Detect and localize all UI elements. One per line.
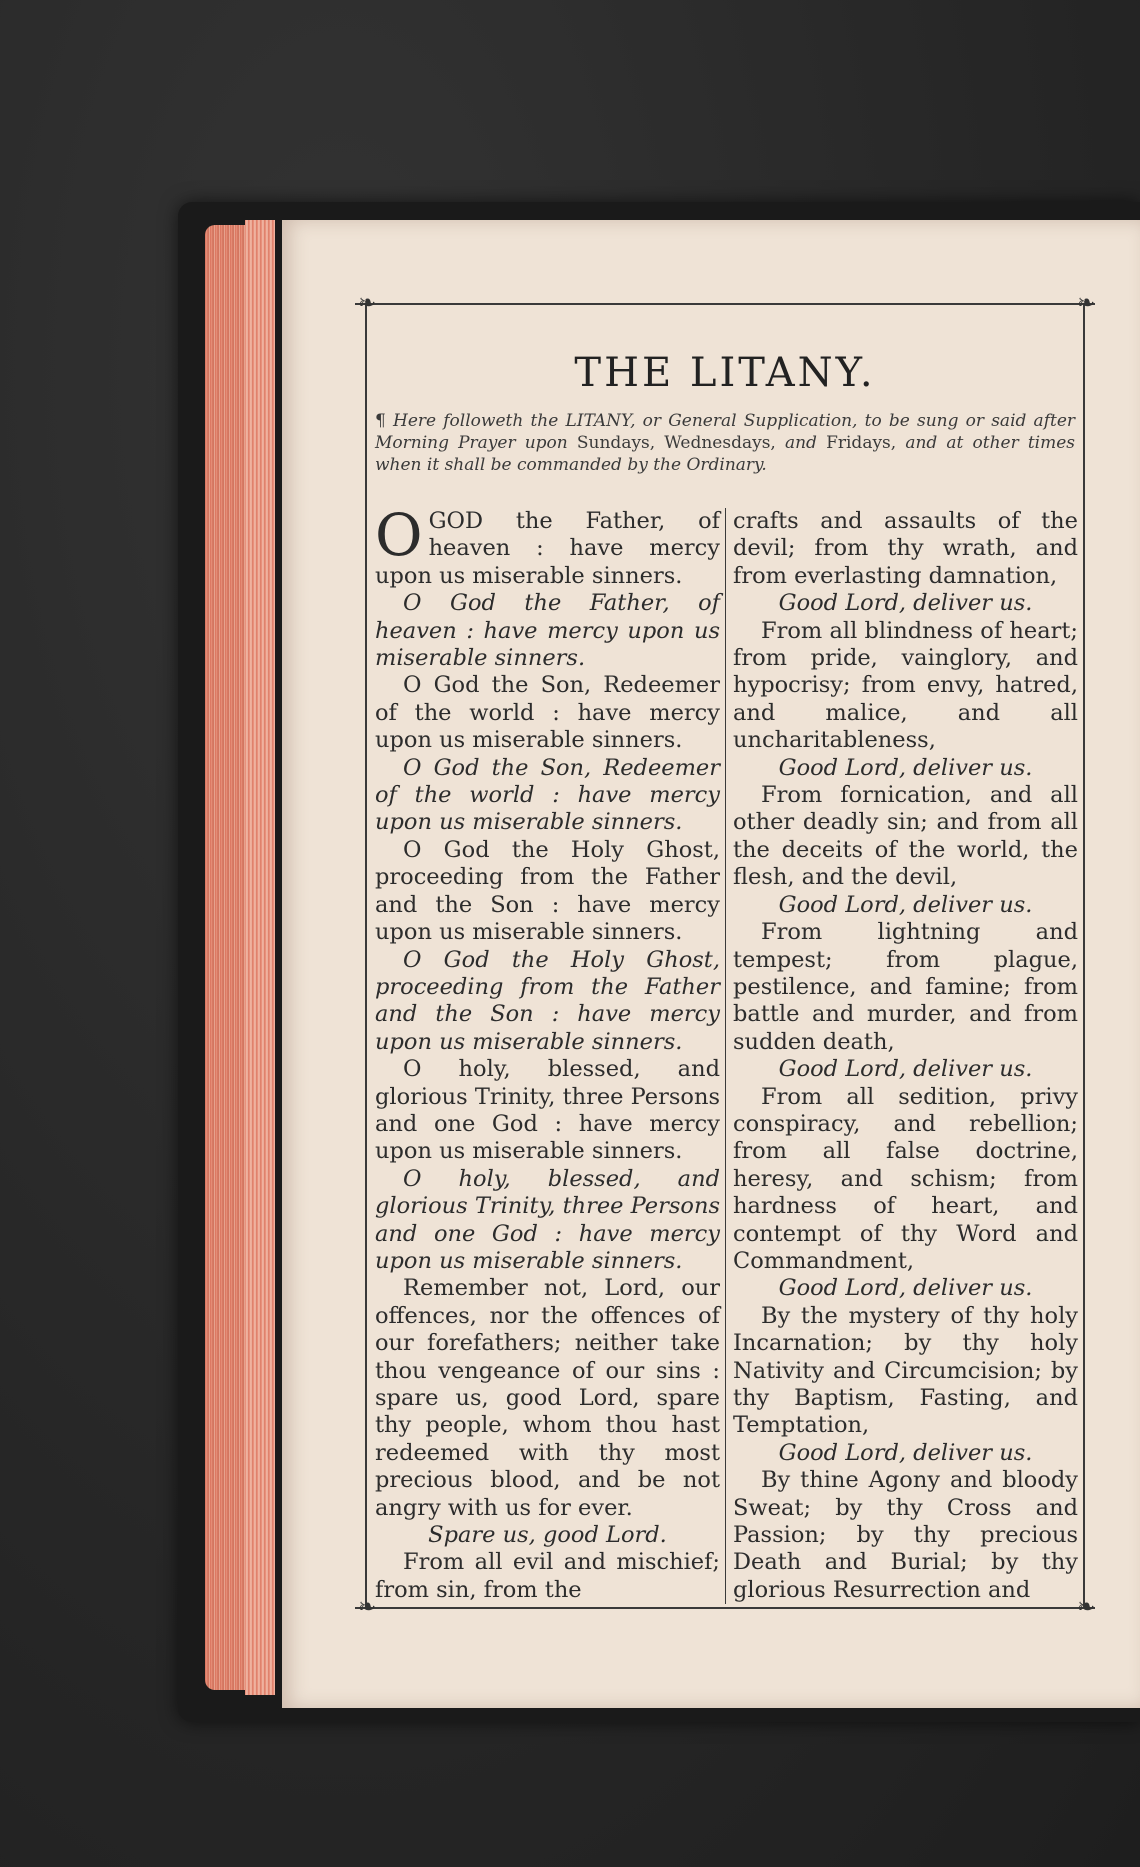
response: O God the Father, of heaven : have mercy upon us miserable sinners. [375, 590, 720, 672]
versicle: From all blindness of heart; from pride, vainglory, and hypocrisy; from envy, hatred, and malice, and all uncharitableness, [733, 617, 1078, 754]
response: O God the Son, Redeemer of the world : have mercy upon us miserable sinners. [375, 754, 720, 836]
response: Good Lord, deliver us. [778, 1275, 1033, 1302]
versicle: By the mystery of thy holy Incarnation; by thy holy Nativity and Circumcision; by thy Baptism, Fasting, and Temptation, [733, 1302, 1078, 1439]
versicle: O God the Holy Ghost, proceeding from the Father and the Son : have mercy upon us miserable sinners. [375, 836, 720, 946]
drop-cap: O [375, 501, 423, 569]
rubric-and: and [784, 433, 817, 453]
response: O God the Holy Ghost, proceeding from the Father and the Son : have mercy upon us miserable sinners. [375, 946, 720, 1055]
versicle: From lightning and tempest; from plague, pestilence, and famine; from battle and murder, and from sudden death, [733, 919, 1078, 1055]
right-column [733, 508, 1078, 1604]
page-title: THE LITANY. [574, 350, 876, 396]
response: O holy, blessed, and glorious Trinity, three Persons and one God : have mercy upon us miserable sinners. [375, 1165, 720, 1274]
versicle-text: GOD the Father, of heaven : have mercy upon us miserable sinners. [375, 508, 720, 589]
knot-ornament-icon: ❧ [357, 291, 377, 316]
page-edges-inner [245, 220, 275, 1695]
response: Good Lord, deliver us. [778, 1439, 1033, 1466]
knot-ornament-icon: ❧ [357, 1595, 377, 1620]
versicle: O holy, blessed, and glorious Trinity, three Persons and one God : have mercy upon us miserable sinners. [375, 1056, 720, 1165]
response: Spare us, good Lord. [428, 1522, 667, 1549]
left-column [375, 501, 720, 1604]
knot-ornament-icon: ❧ [1076, 1595, 1096, 1620]
column-divider [725, 508, 726, 1604]
page-edges-left [205, 225, 247, 1690]
versicle: From all sedition, privy conspiracy, and rebellion; from all false doctrine, heresy, and schism; from hardness of heart, and contempt of thy Word and Commandment, [733, 1083, 1078, 1274]
rubric [375, 410, 1075, 476]
pilcrow-mark: ¶ [375, 411, 386, 431]
response: Good Lord, deliver us. [778, 590, 1033, 617]
versicle: Remember not, Lord, our offences, nor the offences of our forefathers; neither take thou vengeance of our sins : spare us, good Lord, spare thy people, whom thou hast redeemed with thy most precious blood, and be not angry with us for ever. [375, 1275, 720, 1521]
versicle [375, 501, 720, 590]
knot-ornament-icon: ❧ [1076, 291, 1096, 316]
response: Good Lord, deliver us. [778, 1056, 1033, 1083]
versicle: By thine Agony and bloody Sweat; by thy Cross and Passion; by thy precious Death and Burial; by thy glorious Resurrection and [733, 1467, 1078, 1603]
response: Good Lord, deliver us. [778, 754, 1033, 781]
rubric-days: Sundays, Wednesdays, [576, 433, 776, 453]
rubric-text-2: and at other times when it shall be commanded by the Ordinary. [375, 433, 1076, 475]
versicle: From fornication, and all other deadly sin; and from all the deceits of the world, the flesh, and the devil, [733, 782, 1078, 891]
response: Good Lord, deliver us. [778, 891, 1033, 918]
rubric-text-1: Here followeth the LITANY, or General Supplication, to be sung or said after Morning Prayer upon [375, 411, 1076, 453]
rubric-fridays: Fridays, [826, 433, 897, 453]
versicle: crafts and assaults of the devil; from thy wrath, and from everlasting damnation, [733, 508, 1078, 589]
versicle: From all evil and mischief; from sin, from the [375, 1549, 720, 1603]
versicle: O God the Son, Redeemer of the world : have mercy upon us miserable sinners. [375, 672, 720, 754]
